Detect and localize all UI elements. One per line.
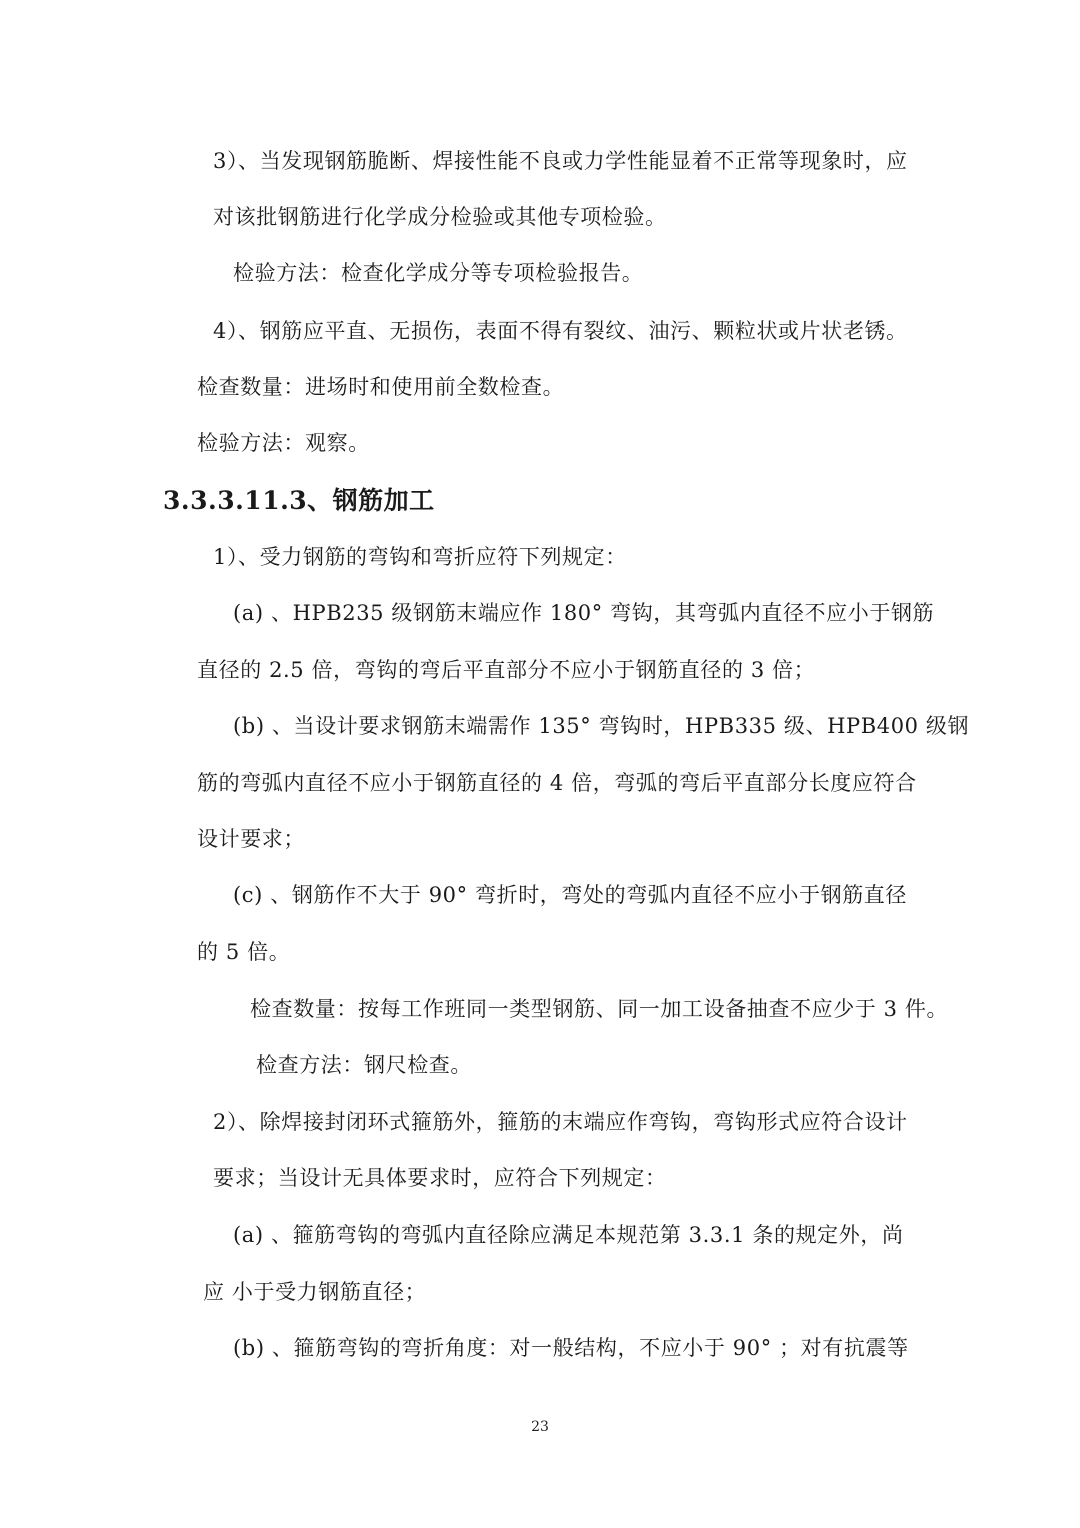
paragraph-line: 检查数量：进场时和使用前全数检查。 — [197, 375, 565, 399]
paragraph-line: (b) 、当设计要求钢筋末端需作 135° 弯钩时，HPB335 级、HPB400 级钢 — [233, 714, 970, 738]
paragraph-line: 要求；当设计无具体要求时，应符合下列规定： — [213, 1166, 667, 1190]
paragraph-line: 检验方法：检查化学成分等专项检验报告。 — [233, 261, 644, 285]
paragraph-line: (a) 、HPB235 级钢筋末端应作 180° 弯钩，其弯弧内直径不应小于钢筋 — [233, 601, 935, 625]
paragraph-line: 应 小于受力钢筋直径； — [203, 1280, 427, 1304]
paragraph-line: (a) 、箍筋弯钩的弯弧内直径除应满足本规范第 3.3.1 条的规定外，尚 — [233, 1223, 904, 1247]
paragraph-line: 1）、受力钢筋的弯钩和弯折应符下列规定： — [213, 545, 627, 569]
paragraph-line: (b) 、箍筋弯钩的弯折角度：对一般结构，不应小于 90° ；对有抗震等 — [233, 1336, 909, 1360]
paragraph-line: 设计要求； — [197, 827, 305, 851]
paragraph-line: 直径的 2.5 倍，弯钩的弯后平直部分不应小于钢筋直径的 3 倍； — [197, 658, 816, 682]
paragraph-line: 的 5 倍。 — [197, 940, 291, 964]
paragraph-line: 检验方法：观察。 — [197, 431, 370, 455]
paragraph-line: 检查方法：钢尺检查。 — [256, 1053, 472, 1077]
page-number: 23 — [531, 1419, 549, 1435]
paragraph-line: 对该批钢筋进行化学成分检验或其他专项检验。 — [213, 205, 667, 229]
paragraph-line: 筋的弯弧内直径不应小于钢筋直径的 4 倍，弯弧的弯后平直部分长度应符合 — [197, 771, 917, 795]
section-heading: 3.3.3.11.3、钢筋加工 — [163, 486, 435, 515]
paragraph-line: 3）、当发现钢筋脆断、焊接性能不良或力学性能显着不正常等现象时，应 — [213, 149, 908, 173]
paragraph-line: 2）、除焊接封闭环式箍筋外，箍筋的末端应作弯钩，弯钩形式应符合设计 — [213, 1110, 908, 1134]
paragraph-line: 4）、钢筋应平直、无损伤，表面不得有裂纹、油污、颗粒状或片状老锈。 — [213, 319, 908, 343]
paragraph-line: 检查数量：按每工作班同一类型钢筋、同一加工设备抽查不应少于 3 件。 — [250, 997, 949, 1021]
paragraph-line: (c) 、钢筋作不大于 90° 弯折时，弯处的弯弧内直径不应小于钢筋直径 — [233, 883, 907, 907]
